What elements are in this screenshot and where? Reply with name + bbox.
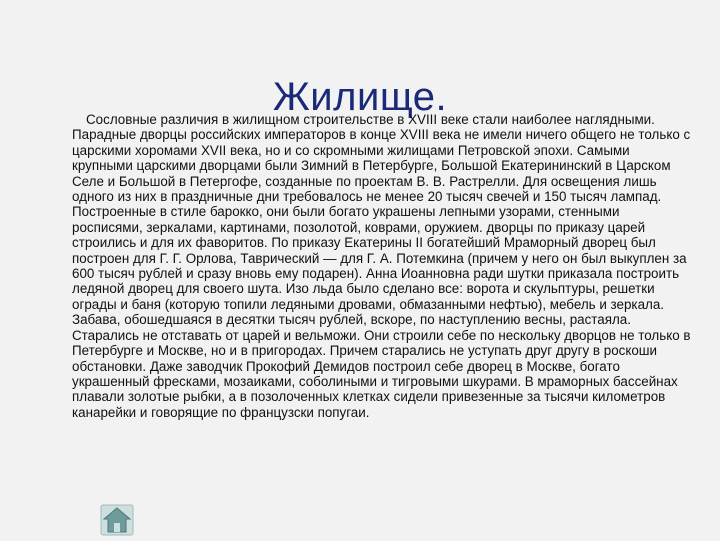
paragraph-palaces: Парадные дворцы российских императоров в конце XVIII века не имели ничего общего не только с царскими хоромами XVII века, но и со скромными жилищами Петровской эпохи. Самыми крупными царскими дворцами были Зимний в Петербурге, Большой Екатерининский в Царском Селе и Большой в Петергофе, созданные по проектам В. В. Растрелли. Для освещения лишь одного из них в праздничные дни требовалось не менее 20 тысяч свечей и 150 тысяч лампад. Построенные в стиле барокко, они были богато украшены лепными узорами, стенными росписями, зеркалами, картинами, позолотой, коврами, оружием. дворцы по приказу царей строились и для их фаворитов. По приказу Екатерины II богатейший Мраморный дворец был построен для Г. Г. Орлова, Таврический — для Г. А. Потемкина (причем у него он был выкуплен за 600 тысяч рублей и сразу вновь ему подарен). Анна Иоанновна ради шутки приказала построить ледяной дворец для своего шута. Изо льда было сделано все: ворота и скульптуры, решетки ограды и баня (которую топили ледяными дровами, обмазанными нефтью), мебель и зеркала. Забава, обошедшаяся в десятки тысяч рублей, вскоре, по наступлению весны, растаяла. xyxy=(72,127,691,328)
home-icon xyxy=(100,504,134,536)
paragraph-intro: Сословные различия в жилищном строительстве в XVIII веке стали наиболее наглядными. xyxy=(86,112,655,127)
home-button[interactable] xyxy=(100,504,134,536)
slide-title: Жилище. xyxy=(272,74,448,119)
slide-body xyxy=(72,112,692,420)
paragraph-nobles: Старались не отставать от царей и вельможи. Они строили себе по нескольку дворцов не только в Петербурге и Москве, но и в пригородах. Причем старались не уступать друг другу в роскоши обстановки. Даже заводчик Прокофий Демидов построил себе дворец в Москве, богато украшенный фресками, мозаиками, соболиными и тигровыми шкурами. В мраморных бассейнах плавали золотые рыбки, а в позолоченных клетках сидели привезенные за тысячи километров канарейки и говорящие по французски попугаи. xyxy=(72,327,691,420)
